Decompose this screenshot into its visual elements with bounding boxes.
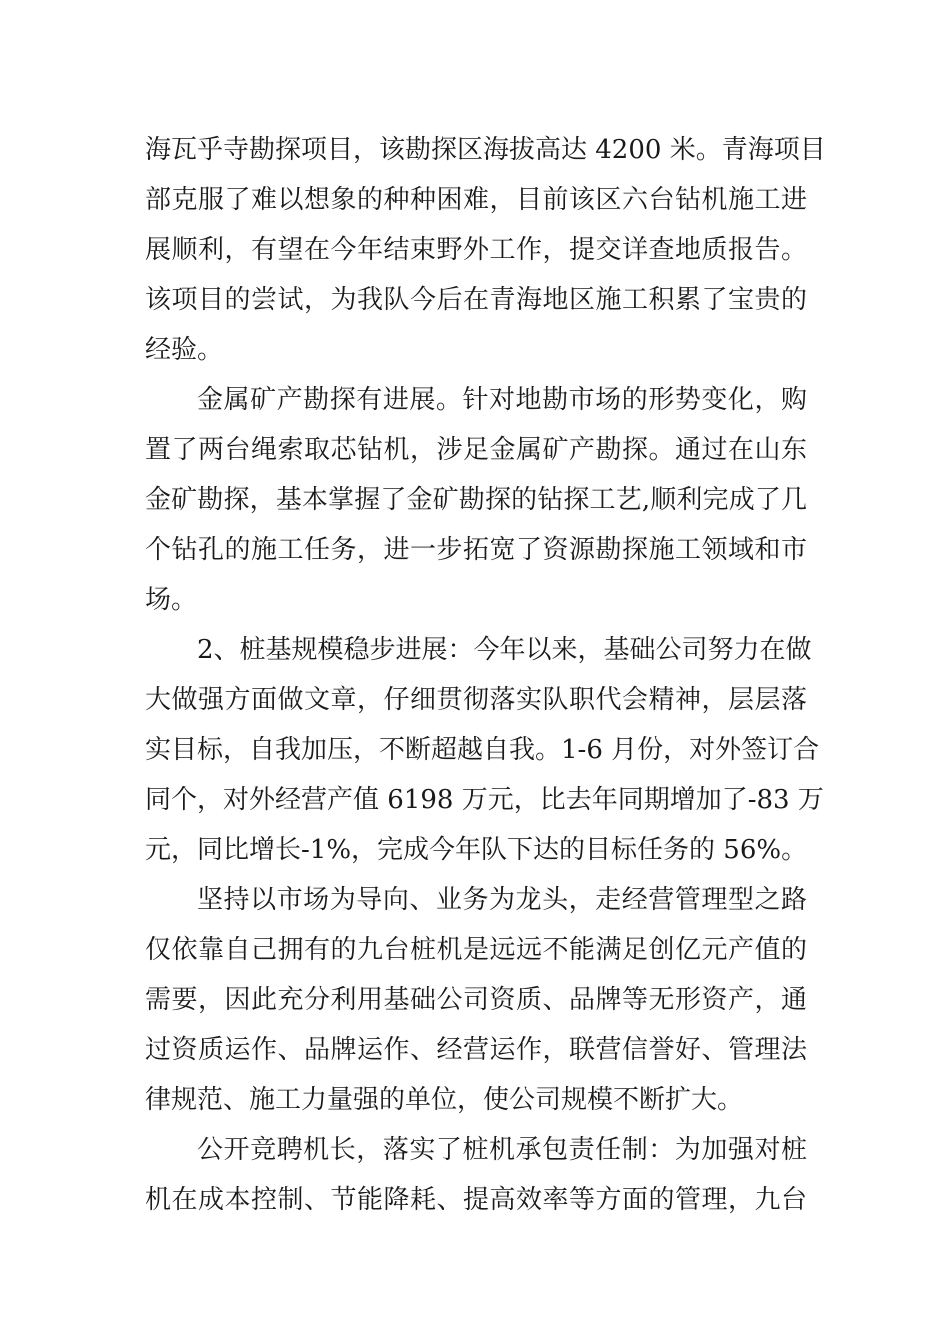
paragraph-first-line: 2、桩基规模稳步进展：今年以来，基础公司努力在做 (197, 635, 812, 665)
text-line: 该项目的尝试，为我队今后在青海地区施工积累了宝贵的 (145, 285, 807, 315)
text-line: 机在成本控制、节能降耗、提高效率等方面的管理，九台 (145, 1185, 807, 1215)
text-line: 律规范、施工力量强的单位，使公司规模不断扩大。 (145, 1085, 744, 1115)
paragraph-first-line: 公开竞聘机长，落实了桩机承包责任制：为加强对桩 (197, 1135, 807, 1165)
paragraph-first-line: 金属矿产勘探有进展。针对地勘市场的形势变化，购 (197, 385, 807, 415)
text-line: 大做强方面做文章，仔细贯彻落实队职代会精神，层层落 (145, 685, 807, 715)
text-line: 需要，因此充分利用基础公司资质、品牌等无形资产，通 (145, 985, 807, 1015)
text-line: 实目标，自我加压，不断超越自我。1-6 月份，对外签订合 (145, 735, 820, 765)
text-line: 个钻孔的施工任务，进一步拓宽了资源勘探施工领域和市 (145, 535, 807, 565)
text-line: 金矿勘探，基本掌握了金矿勘探的钻探工艺,顺利完成了几 (145, 485, 807, 515)
text-line: 经验。 (145, 335, 224, 365)
text-line: 过资质运作、品牌运作、经营运作，联营信誉好、管理法 (145, 1035, 807, 1065)
text-line: 部克服了难以想象的种种困难，目前该区六台钻机施工进 (145, 185, 807, 215)
text-line: 仅依靠自己拥有的九台桩机是远远不能满足创亿元产值的 (145, 935, 807, 965)
text-line: 场。 (145, 585, 198, 615)
text-line: 元，同比增长-1%，完成今年队下达的目标任务的 56%。 (145, 835, 808, 865)
text-line: 同个，对外经营产值 6198 万元，比去年同期增加了-83 万 (145, 785, 824, 815)
text-line: 置了两台绳索取芯钻机，涉足金属矿产勘探。通过在山东 (145, 435, 807, 465)
paragraph-first-line: 坚持以市场为导向、业务为龙头，走经营管理型之路 (197, 885, 807, 915)
text-line: 海瓦乎寺勘探项目，该勘探区海拔高达 4200 米。青海项目 (145, 135, 826, 165)
text-line: 展顺利，有望在今年结束野外工作，提交详查地质报告。 (145, 235, 807, 265)
